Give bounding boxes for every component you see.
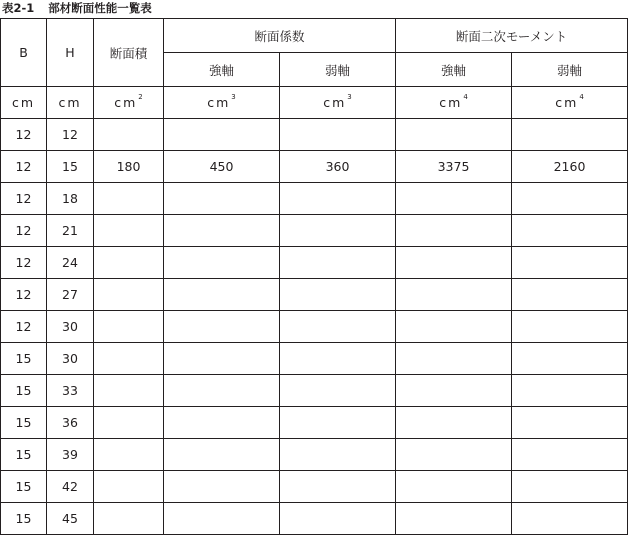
table-row xyxy=(1,183,628,215)
cell-modulus-weak xyxy=(280,119,396,151)
unit-modulus-weak xyxy=(280,87,396,119)
cell-modulus-strong xyxy=(164,311,280,343)
table-row xyxy=(1,247,628,279)
cell-inertia-strong xyxy=(396,375,512,407)
cell-inertia-strong xyxy=(396,247,512,279)
header-section-modulus: 断面係数 xyxy=(164,19,396,53)
cell-inertia-strong xyxy=(396,503,512,535)
unit-modulus-weak-base: cm xyxy=(323,95,347,110)
cell-h: 30 xyxy=(47,343,94,375)
table-row xyxy=(1,375,628,407)
cell-inertia-strong xyxy=(396,279,512,311)
cell-modulus-weak xyxy=(280,279,396,311)
cell-inertia-strong xyxy=(396,343,512,375)
cell-modulus-weak xyxy=(280,439,396,471)
cell-h: 24 xyxy=(47,247,94,279)
cell-b: 15 xyxy=(1,343,47,375)
cell-inertia-strong xyxy=(396,119,512,151)
cell-modulus-strong xyxy=(164,471,280,503)
cell-inertia-strong xyxy=(396,311,512,343)
cell-inertia-weak xyxy=(512,215,628,247)
cell-h: 45 xyxy=(47,503,94,535)
cell-inertia-weak xyxy=(512,343,628,375)
table-row xyxy=(1,471,628,503)
units-row xyxy=(1,87,628,119)
cell-h: 30 xyxy=(47,311,94,343)
cell-b: 12 xyxy=(1,311,47,343)
cell-inertia-weak xyxy=(512,471,628,503)
unit-inertia-strong xyxy=(396,87,512,119)
cell-b: 15 xyxy=(1,503,47,535)
cell-modulus-weak xyxy=(280,247,396,279)
unit-b: cm xyxy=(1,87,47,119)
unit-inertia-weak-base: cm xyxy=(555,95,579,110)
cell-inertia-weak xyxy=(512,183,628,215)
cell-modulus-strong xyxy=(164,503,280,535)
cell-inertia-weak xyxy=(512,439,628,471)
cell-area xyxy=(94,375,164,407)
cell-inertia-weak xyxy=(512,407,628,439)
table-row xyxy=(1,439,628,471)
cell-area xyxy=(94,215,164,247)
unit-area-base: cm xyxy=(114,95,138,110)
cell-area xyxy=(94,439,164,471)
cell-area: 180 xyxy=(94,151,164,183)
cell-inertia-weak xyxy=(512,279,628,311)
table-row xyxy=(1,119,628,151)
unit-modulus-strong-exponent: 3 xyxy=(231,93,236,101)
header-b: B xyxy=(1,19,47,87)
cell-modulus-strong xyxy=(164,215,280,247)
cell-area xyxy=(94,183,164,215)
unit-h: cm xyxy=(47,87,94,119)
cell-inertia-strong xyxy=(396,439,512,471)
cell-b: 12 xyxy=(1,279,47,311)
cell-inertia-strong xyxy=(396,407,512,439)
caption-title: 部材断面性能一覧表 xyxy=(48,1,152,15)
cell-inertia-weak xyxy=(512,311,628,343)
cell-h: 21 xyxy=(47,215,94,247)
unit-inertia-weak xyxy=(512,87,628,119)
cell-h: 36 xyxy=(47,407,94,439)
unit-modulus-strong xyxy=(164,87,280,119)
cell-modulus-strong xyxy=(164,439,280,471)
header-modulus-weak-axis: 弱軸 xyxy=(280,53,396,87)
cell-modulus-strong: 450 xyxy=(164,151,280,183)
header-area: 断面積 xyxy=(94,19,164,87)
cell-inertia-strong xyxy=(396,183,512,215)
cell-modulus-weak xyxy=(280,343,396,375)
unit-inertia-strong-exponent: 4 xyxy=(463,93,468,101)
caption-label: 表2-1 xyxy=(2,1,35,15)
table-row xyxy=(1,151,628,183)
cell-modulus-strong xyxy=(164,407,280,439)
cell-modulus-weak xyxy=(280,375,396,407)
unit-inertia-weak-exponent: 4 xyxy=(579,93,584,101)
cell-modulus-weak xyxy=(280,503,396,535)
cell-inertia-weak xyxy=(512,119,628,151)
header-row-1 xyxy=(1,19,628,53)
cell-modulus-weak: 360 xyxy=(280,151,396,183)
table-row xyxy=(1,279,628,311)
table-row xyxy=(1,343,628,375)
cell-modulus-strong xyxy=(164,183,280,215)
cell-b: 15 xyxy=(1,407,47,439)
cell-area xyxy=(94,471,164,503)
header-h: H xyxy=(47,19,94,87)
cell-modulus-weak xyxy=(280,407,396,439)
table-row xyxy=(1,407,628,439)
header-inertia-weak-axis: 弱軸 xyxy=(512,53,628,87)
cell-b: 12 xyxy=(1,215,47,247)
cell-b: 12 xyxy=(1,151,47,183)
cell-h: 12 xyxy=(47,119,94,151)
cell-modulus-strong xyxy=(164,343,280,375)
cell-inertia-weak xyxy=(512,375,628,407)
cell-area xyxy=(94,247,164,279)
cell-area xyxy=(94,311,164,343)
header-modulus-strong-axis: 強軸 xyxy=(164,53,280,87)
cell-area xyxy=(94,343,164,375)
table-row xyxy=(1,215,628,247)
cell-modulus-weak xyxy=(280,215,396,247)
cell-b: 15 xyxy=(1,375,47,407)
section-properties-table xyxy=(0,18,628,535)
cell-b: 15 xyxy=(1,471,47,503)
cell-area xyxy=(94,119,164,151)
header-inertia-strong-axis: 強軸 xyxy=(396,53,512,87)
unit-modulus-strong-base: cm xyxy=(207,95,231,110)
cell-inertia-weak: 2160 xyxy=(512,151,628,183)
cell-modulus-strong xyxy=(164,119,280,151)
cell-area xyxy=(94,407,164,439)
table-row xyxy=(1,311,628,343)
cell-inertia-strong xyxy=(396,215,512,247)
cell-h: 33 xyxy=(47,375,94,407)
cell-modulus-weak xyxy=(280,471,396,503)
cell-h: 39 xyxy=(47,439,94,471)
unit-modulus-weak-exponent: 3 xyxy=(347,93,352,101)
cell-inertia-strong xyxy=(396,471,512,503)
cell-b: 12 xyxy=(1,183,47,215)
unit-inertia-strong-base: cm xyxy=(439,95,463,110)
cell-inertia-strong: 3375 xyxy=(396,151,512,183)
cell-b: 15 xyxy=(1,439,47,471)
cell-inertia-weak xyxy=(512,247,628,279)
cell-b: 12 xyxy=(1,119,47,151)
cell-modulus-weak xyxy=(280,311,396,343)
cell-area xyxy=(94,279,164,311)
cell-modulus-weak xyxy=(280,183,396,215)
cell-area xyxy=(94,503,164,535)
table-row xyxy=(1,503,628,535)
unit-area xyxy=(94,87,164,119)
header-moment-of-inertia: 断面二次モーメント xyxy=(396,19,628,53)
table-caption xyxy=(2,0,152,16)
cell-h: 42 xyxy=(47,471,94,503)
cell-modulus-strong xyxy=(164,375,280,407)
cell-h: 18 xyxy=(47,183,94,215)
cell-inertia-weak xyxy=(512,503,628,535)
cell-h: 15 xyxy=(47,151,94,183)
unit-area-exponent: 2 xyxy=(138,93,143,101)
cell-h: 27 xyxy=(47,279,94,311)
cell-modulus-strong xyxy=(164,279,280,311)
cell-b: 12 xyxy=(1,247,47,279)
cell-modulus-strong xyxy=(164,247,280,279)
